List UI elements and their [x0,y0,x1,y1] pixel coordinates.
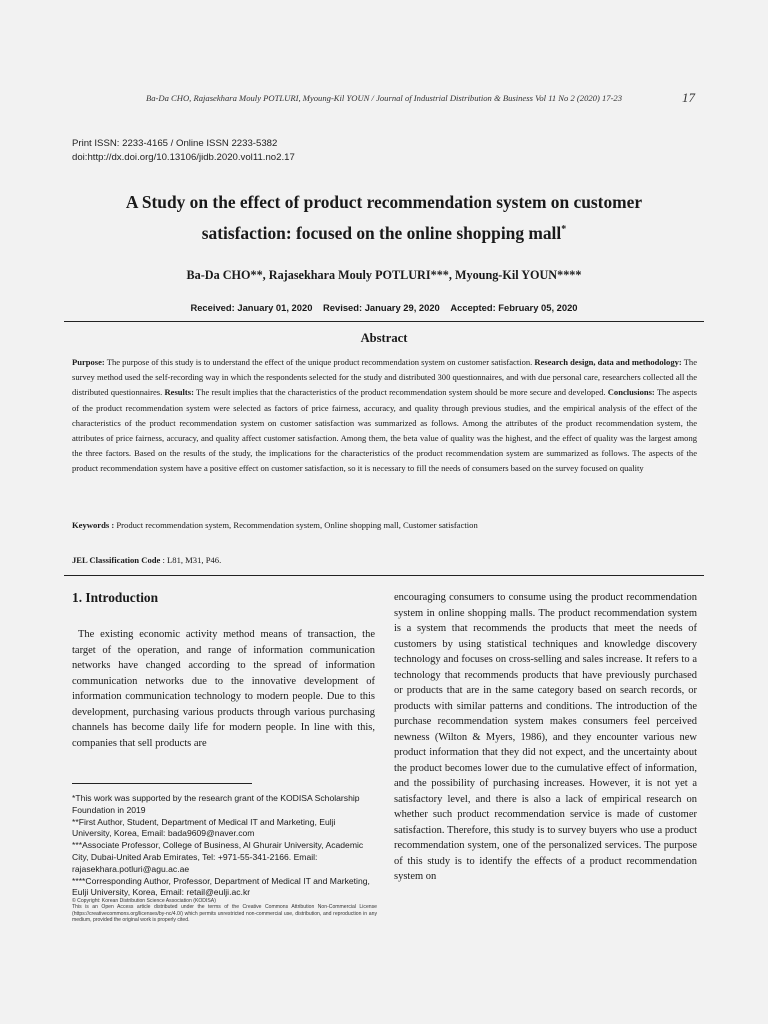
method-label: Research design, data and methodology: [534,357,682,367]
title-line-2-text: satisfaction: focused on the online shopping mall [201,222,562,243]
keywords [72,520,697,530]
copyright-line: © Copyright: Korean Distribution Science Association (KODISA) [72,898,216,904]
abstract-bottom-rule [64,575,704,576]
received-date: Received: January 01, 2020 [190,302,313,313]
doi-line: doi:http://dx.doi.org/10.13106/jidb.2020.vol11.no2.17 [72,152,295,163]
accepted-date: Accepted: February 05, 2020 [450,302,578,313]
footnote-rule [72,783,252,784]
footnotes [72,793,377,899]
jel-label: JEL Classification Code [72,555,161,565]
body-left-column: The existing economic activity method means of transaction, the target of the operation, and range of information communication networks have changed according to the spread of information communication networks due to the innovative development of information communication technology to modern people. Due to this development, purchasing various products through various purchasing channels has become daily life for modern people. In line with this, companies that sell products are [72,629,375,749]
conclusions-text: The aspects of the product recommendation system were selected as factors of price fairness, accuracy, and quality through previous studies, and the empirical analysis of the effect of the characteristics of the product recommendation system on customer satisfaction was summarized as follows. Among the attributes of the product recommendation system, the attributes of price fairness, accuracy, and quality affect customer satisfaction. Among them, the beta value of quality was the highest, and the effect of quality was the largest among the three factors. Based on the results of the study, the implications for the characteristics of the product recommendation system are summarized as follows. The aspects of the product recommendation system have a positive effect on customer satisfaction, so it is necessary to fill the needs of consumers based on the survey focused on quality [72,387,698,474]
footnote-funding: *This work was supported by the research grant of the KODISA Scholarship Foundation in 2019 [72,793,360,815]
purpose-label: Purpose: [72,357,105,367]
conclusions-label: Conclusions: [607,387,655,398]
body-right-column: encouraging consumers to consume using the product recommendation system in online shopping malls. The product recommendation system is a system that recommends the products that meet the needs of customers by using statistical techniques and knowledge discovery technology and focuses on cross-selling and sales increase. It refers to a technology that recommends products that have previously purchased or products that are in the same category based on search records, or products with similar patterns and conditions. The introduction of the purchase recommendation system makes consumers feel perceived newness (Wilton & Myers, 1986), and they encounter various new product information that they did not expect, and the uncertainty about the product becomes lower due to the cumulative effect of information, and the possibility of purchasing increases. However, it is not yet a satisfactory level, and there is also a lack of empirical research on whether such product recommendation service is made of customer satisfaction. Therefore, this study is to survey buyers who use a product recommendation system, one of the personalized services. The purpose of this study is to identify the effects of a product recommendation system on [394,592,697,882]
method-text: The survey method used the self-recording way in which the respondents selected for the study and distributed 300 questionnaires, and with due personal care, researchers collected all the distributed questionnaires. [72,357,697,398]
abstract-heading: Abstract [360,331,408,345]
author-list: Ba-Da CHO**, Rajasekhara Mouly POTLURI***, Myoung-Kil YOUN**** [186,268,582,282]
results-text: The result implies that the characteristics of the product recommendation system should be more secure and developed. [193,387,608,398]
page-number: 17 [682,90,695,105]
issn-block [72,137,295,165]
footnote-first-author: **First Author, Student, Department of Medical IT and Marketing, Eulji University, Korea, Email: bada9609@naver.com [72,816,336,839]
copyright-notice [72,898,377,924]
section-heading-introduction: 1. Introduction [72,590,159,605]
jel-text: : L81, M31, P46. [160,555,222,565]
paper-title [64,188,704,247]
jel-classification [72,555,697,565]
title-line-1: A Study on the effect of product recommendation system on customer [125,192,643,212]
revised-date: Revised: January 29, 2020 [323,302,440,313]
keywords-label: Keywords : [72,520,115,530]
running-head: Ba-Da CHO, Rajasekhara Mouly POTLURI, Myoung-Kil YOUN / Journal of Industrial Distribution & Business Vol 11 No 2 (2020) 17-23 [145,93,623,103]
abstract-body [72,355,697,477]
license-text: This is an Open Access article distributed under the terms of the Creative Commons Attribution Non-Commercial License (https://creativecommons.org/licenses/by-nc/4.0/) which permits unrestricted non-commercial use, distribution, and reproduction in any medium, provided the original work is properly cited. [72,904,377,924]
purpose-text: The purpose of this study is to understand the effect of the unique product recommendation system on customer satisfaction. [104,357,535,367]
footnote-corresponding-author: ****Corresponding Author, Professor, Department of Medical IT and Marketing, Eulji University, Korea, Email: retail@eulji.ac.kr [72,875,370,898]
issn-line: Print ISSN: 2233-4165 / Online ISSN 2233-5382 [72,138,278,149]
title-footnote-marker: * [561,224,567,235]
results-label: Results: [164,387,194,398]
submission-dates [64,302,704,313]
footnote-second-author: ***Associate Professor, College of Business, Al Ghurair University, Academic City, Dubai-United Arab Emirates, Tel: +971-55-341-2166. Email: rajasekhara.potluri@agu.ac.ae [72,840,364,874]
abstract-top-rule [64,321,704,322]
keywords-text: Product recommendation system, Recommendation system, Online shopping mall, Customer satisfaction [114,520,478,530]
title-line-2 [64,216,704,247]
